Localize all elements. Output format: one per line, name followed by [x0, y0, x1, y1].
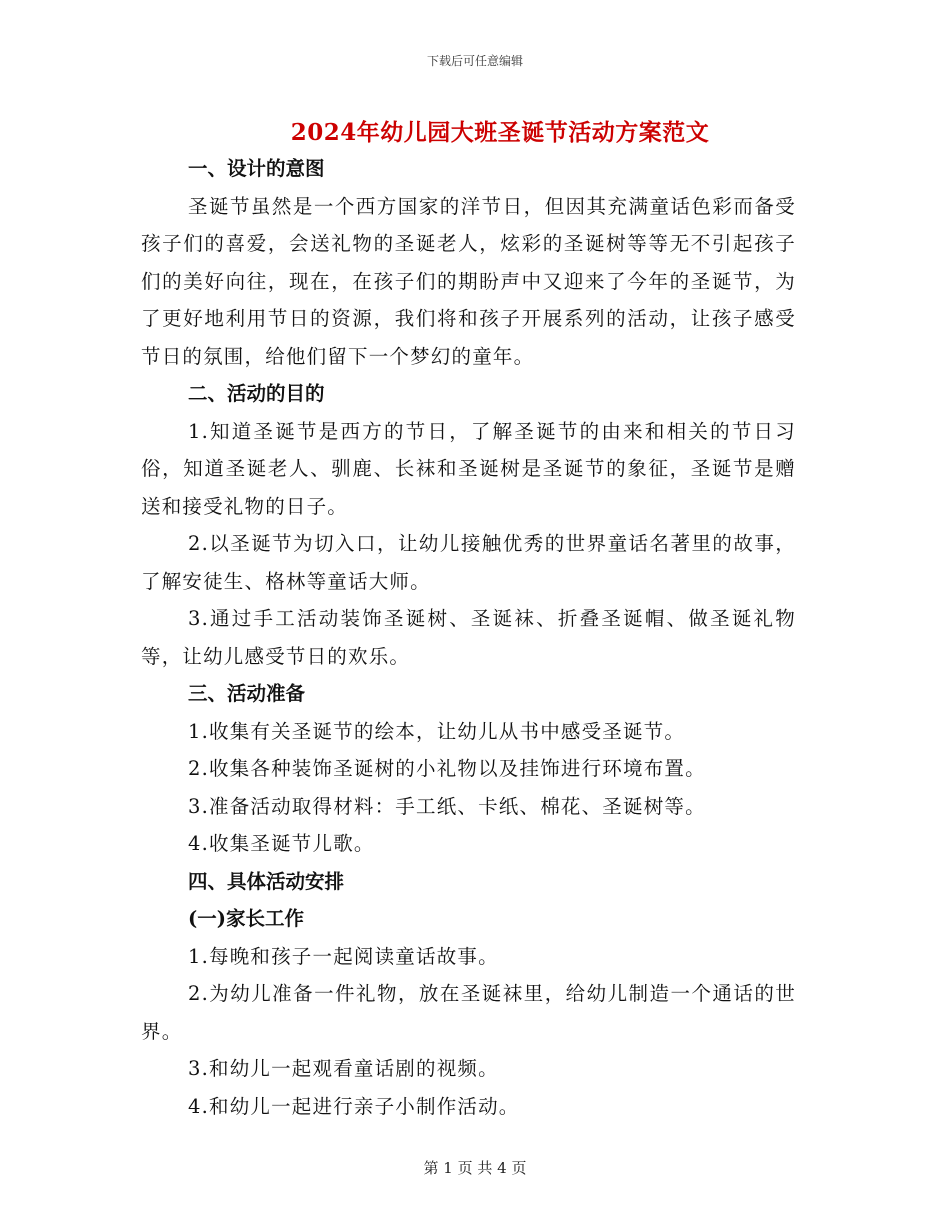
paragraph-prep-4: 4.收集圣诞节儿歌。: [188, 832, 375, 855]
paragraph-prep-1: 1.收集有关圣诞节的绘本，让幼儿从书中感受圣诞节。: [188, 719, 686, 743]
section-heading-preparation: 三、活动准备: [188, 682, 306, 705]
paragraph-goal-2: 2.以圣诞节为切入口，让幼儿接触优秀的世界童话名著里的故事，了解安徒生、格林等童话大师。: [141, 532, 796, 593]
paragraph-prep-3: 3.准备活动取得材料：手工纸、卡纸、棉花、圣诞树等。: [188, 794, 706, 818]
paragraph-parent-1: 1.每晚和孩子一起阅读童话故事。: [188, 944, 499, 968]
paragraph-parent-3: 3.和幼儿一起观看童话剧的视频。: [188, 1057, 499, 1080]
paragraph-prep-2: 2.收集各种装饰圣诞树的小礼物以及挂饰进行环境布置。: [188, 757, 706, 780]
subsection-heading-parent-work: (一)家长工作: [188, 907, 304, 930]
header-note: 下载后可任意编辑: [426, 54, 523, 68]
document-title: 2024年幼儿园大班圣诞节活动方案范文: [290, 119, 710, 146]
paragraph-design-intent: 圣诞节虽然是一个西方国家的洋节日，但因其充满童话色彩而备受孩子们的喜爱，会送礼物的圣诞老人，炫彩的圣诞树等等无不引起孩子们的美好向往，现在，在孩子们的期盼声中又迎来了今年的圣诞节，为了更好地利用节日的资源，我们将和孩子开展系列的活动，让孩子感受节日的氛围，给他们留下一个梦幻的童年。: [141, 194, 796, 368]
section-heading-activity-goals: 二、活动的目的: [188, 382, 325, 405]
document-body: [141, 150, 796, 1125]
paragraph-parent-2: 2.为幼儿准备一件礼物，放在圣诞袜里，给幼儿制造一个通话的世界。: [141, 982, 796, 1043]
paragraph-goal-1: 1.知道圣诞节是西方的节日，了解圣诞节的由来和相关的节日习俗，知道圣诞老人、驯鹿、长袜和圣诞树是圣诞节的象征，圣诞节是赠送和接受礼物的日子。: [141, 419, 796, 518]
page-footer: 第 1 页 共 4 页: [423, 1159, 527, 1177]
paragraph-goal-3: 3.通过手工活动装饰圣诞树、圣诞袜、折叠圣诞帽、做圣诞礼物等，让幼儿感受节日的欢乐。: [141, 607, 796, 668]
paragraph-parent-4: 4.和幼儿一起进行亲子小制作活动。: [188, 1094, 520, 1118]
section-heading-arrangement: 四、具体活动安排: [188, 869, 345, 893]
section-heading-design-intent: 一、设计的意图: [188, 157, 325, 180]
